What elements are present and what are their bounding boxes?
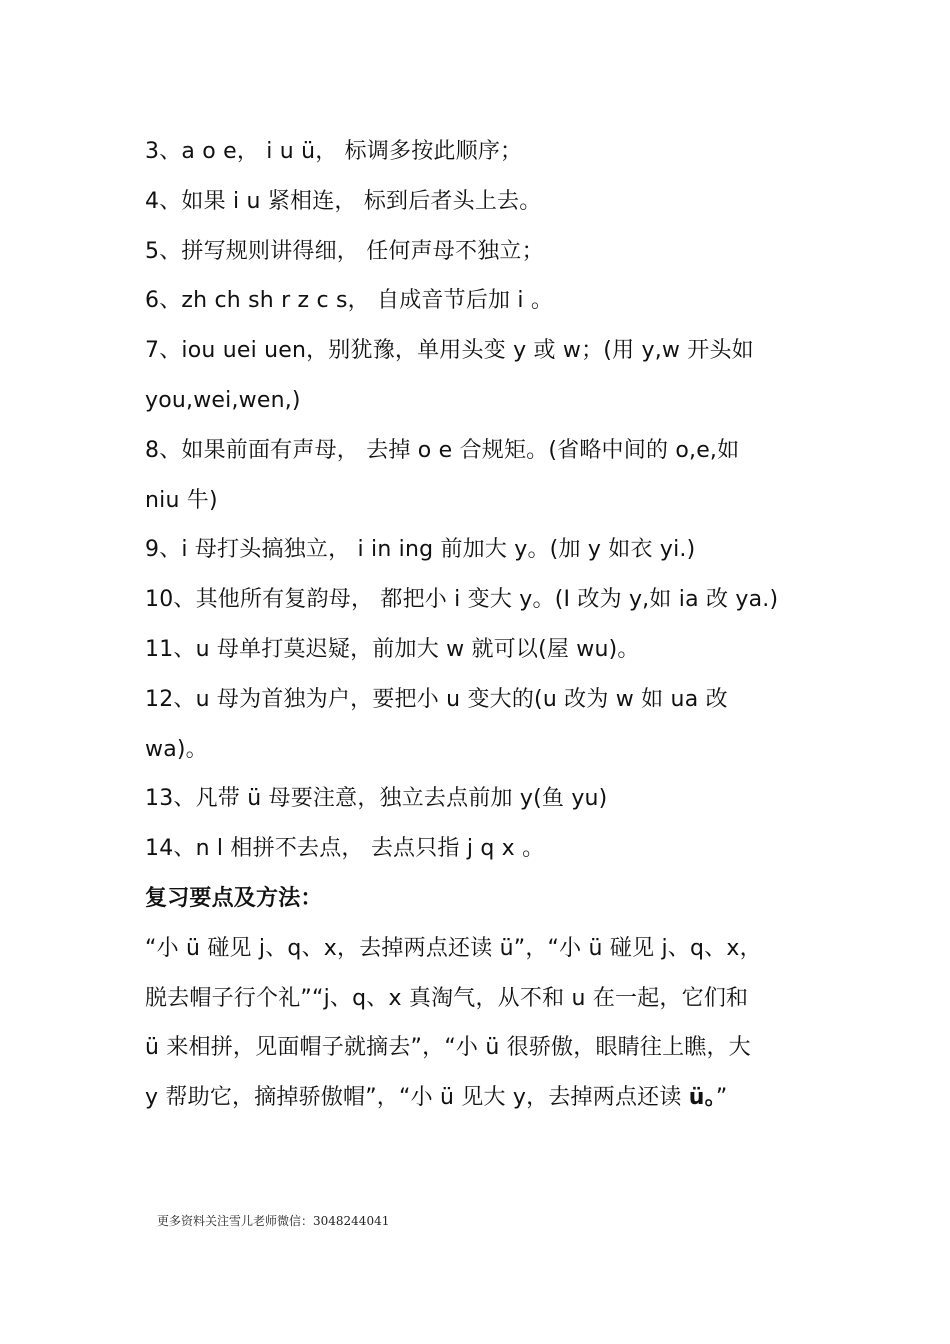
section-last-line-bold: ü。 — [688, 1085, 716, 1111]
rule-line-3: 3、a o e， i u ü， 标调多按此顺序； — [145, 139, 523, 164]
document-body — [145, 127, 825, 1123]
rule-line-8-cont: niu 牛) — [145, 487, 218, 513]
rule-line-4: 4、如果 i u 紧相连， 标到后者头上去。 — [145, 188, 542, 214]
rule-line-12-cont: wa)。 — [145, 736, 208, 762]
rule-line-9: 9、i 母打头搞独立， i in ing 前加大 y。(加 y 如衣 yi.) — [145, 537, 696, 563]
section-line: “小 ü 碰见 j、q、x，去掉两点还读 ü”，“小 ü 碰见 j、q、x， — [145, 935, 762, 961]
rule-line-8: 8、如果前面有声母， 去掉 o e 合规矩。(省略中间的 o,e,如 — [145, 437, 740, 463]
rule-line-11: 11、u 母单打莫迟疑，前加大 w 就可以(屋 wu)。 — [145, 636, 640, 662]
section-line: 脱去帽子行个礼”“j、q、x 真淘气，从不和 u 在一起，它们和 — [145, 985, 749, 1011]
rule-line-10: 10、其他所有复韵母， 都把小 i 变大 y。(I 改为 y,如 ia 改 ya.) — [145, 587, 779, 613]
rule-line-7-cont: you,wei,wen,) — [145, 387, 301, 413]
rule-line-6: 6、zh ch sh r z c s， 自成音节后加 i 。 — [145, 288, 554, 314]
section-last-line-suffix: ” — [715, 1085, 728, 1111]
section-heading: 复习要点及方法： — [145, 885, 323, 911]
section-line: ü 来相拼，见面帽子就摘去”，“小 ü 很骄傲，眼睛往上瞧，大 — [145, 1035, 751, 1061]
rule-line-5: 5、拼写规则讲得细， 任何声母不独立； — [145, 238, 544, 264]
section-last-line-prefix: y 帮助它，摘掉骄傲帽”，“小 ü 见大 y，去掉两点还读 — [145, 1085, 689, 1111]
section-last-line — [145, 1073, 825, 1123]
rule-line-7: 7、iou uei uen，别犹豫，单用头变 y 或 w；(用 y,w 开头如 — [145, 338, 754, 364]
rule-line-14: 14、n l 相拼不去点， 去点只指 j q x 。 — [145, 836, 545, 862]
rule-line-12: 12、u 母为首独为户，要把小 u 变大的(u 改为 w 如 ua 改 — [145, 686, 728, 712]
rule-line-13: 13、凡带 ü 母要注意，独立去点前加 y(鱼 yu) — [145, 786, 608, 812]
footer-note: 更多资料关注雪儿老师微信：3048244041 — [157, 1214, 390, 1228]
